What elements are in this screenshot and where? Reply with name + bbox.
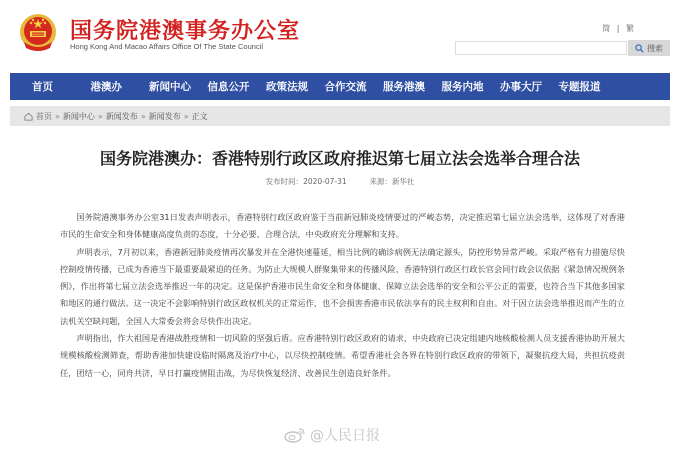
watermark-text: @人民日报 bbox=[310, 428, 380, 444]
nav-item-serve-hkmacao[interactable]: 服务港澳 bbox=[383, 81, 425, 93]
publish-date: 2020-07-31 bbox=[303, 177, 347, 186]
lang-traditional-link[interactable]: 繁 bbox=[626, 24, 634, 33]
breadcrumb bbox=[10, 106, 670, 126]
lang-simplified-link[interactable]: 简 bbox=[602, 24, 611, 33]
publish-label: 发布时间： bbox=[265, 177, 304, 186]
watermark bbox=[284, 425, 380, 445]
article-paragraph: 声明表示，7月初以来，香港新冠肺炎疫情再次暴发并在全港快速蔓延，相当比例的确诊病例无法确定源头，防控形势异常严峻。采取严格有力措施尽快控制疫情传播，已成为香港当下最重要最紧迫的任务。为防止大规模人群聚集带来的传播风险，香港特别行政区行政长官会同行政会议依据《紧急情况规例条例》，作出将第七届立法会选举推迟一年的决定。这是保护香港市民生命安全和身体健康、保障立法会选举的安全和公平公正的需要，也符合当下其他多国家和地区的通行做法。这一决定不会影响特别行政区政权机关的正常运作，也不会损害香港市民依法享有的民主权利和自由。对于因立法会选举推迟而产生的立法机关空缺问题，全国人大常委会将会尽快作出决定。 bbox=[60, 246, 625, 326]
article-body bbox=[60, 209, 625, 382]
article-paragraph: 国务院港澳事务办公室31日发表声明表示，香港特别行政区政府鉴于当前新冠肺炎疫情要过的严峻态势，决定推迟第七届立法会选举，这体现了对香港市民的生命安全和身体健康高度负责的态度，十分必要、合理合法，中央政府充分理解和支持。 bbox=[60, 212, 625, 240]
breadcrumb-separator: » bbox=[183, 111, 189, 121]
article-title: 国务院港澳办：香港特别行政区政府推迟第七届立法会选举合理合法 bbox=[99, 149, 580, 168]
nav-item-news-center[interactable]: 新闻中心 bbox=[149, 81, 191, 93]
search-button-label: 搜索 bbox=[647, 43, 663, 53]
breadcrumb-separator: » bbox=[97, 111, 103, 121]
breadcrumb-current: 正文 bbox=[191, 111, 208, 121]
search-button[interactable] bbox=[628, 40, 670, 56]
nav-item-special-reports[interactable]: 专题报道 bbox=[558, 81, 601, 93]
search-input[interactable] bbox=[455, 41, 627, 55]
source-label: 来源： bbox=[369, 177, 392, 186]
nav-item-home[interactable]: 首页 bbox=[32, 81, 53, 93]
main-nav bbox=[10, 73, 670, 100]
nav-item-policies[interactable]: 政策法规 bbox=[266, 81, 308, 93]
site-header bbox=[0, 0, 680, 70]
search-icon bbox=[635, 44, 644, 53]
home-icon bbox=[24, 112, 33, 121]
nav-item-serve-mainland[interactable]: 服务内地 bbox=[441, 81, 484, 93]
nav-item-info-disclosure[interactable]: 信息公开 bbox=[207, 81, 250, 93]
site-subtitle: Hong Kong And Macao Affairs Office Of The State Council bbox=[70, 42, 264, 51]
breadcrumb-news-center[interactable]: 新闻中心 bbox=[62, 111, 95, 121]
nav-item-cooperation[interactable]: 合作交流 bbox=[324, 81, 367, 93]
breadcrumb-news-release-2[interactable]: 新闻发布 bbox=[148, 111, 181, 121]
source-name: 新华社 bbox=[391, 177, 415, 186]
language-switch bbox=[600, 23, 636, 34]
breadcrumb-separator: » bbox=[55, 111, 60, 121]
article-paragraph: 声明指出，作大祖国是香港战胜疫情和一切风险的坚强后盾。应香港特别行政区政府的请求，中央政府已决定组建内地核酸检测人员支援香港协助开展大规模核酸检测筛查，帮助香港加快建设临时隔离及治疗中心，以尽快控制疫情。希望香港社会各界在特别行政区政府的带领下，凝聚抗疫大局，共担抗疫责任，团结一心，同舟共济，早日打赢疫情阻击战，为尽快恢复经济、改善民生创造良好条件。 bbox=[60, 333, 625, 378]
site-title[interactable]: 国务院港澳事务办公室 bbox=[70, 19, 301, 44]
breadcrumb-home[interactable]: 首页 bbox=[36, 111, 52, 121]
nav-item-hkmao[interactable]: 港澳办 bbox=[90, 81, 122, 93]
weibo-icon bbox=[284, 427, 306, 443]
breadcrumb-news-release[interactable]: 新闻发布 bbox=[105, 111, 138, 121]
nav-item-service-hall[interactable]: 办事大厅 bbox=[500, 81, 542, 93]
lang-divider: | bbox=[616, 24, 620, 33]
national-emblem-icon bbox=[18, 12, 58, 54]
breadcrumb-separator: » bbox=[140, 111, 146, 121]
article-meta bbox=[0, 176, 680, 187]
